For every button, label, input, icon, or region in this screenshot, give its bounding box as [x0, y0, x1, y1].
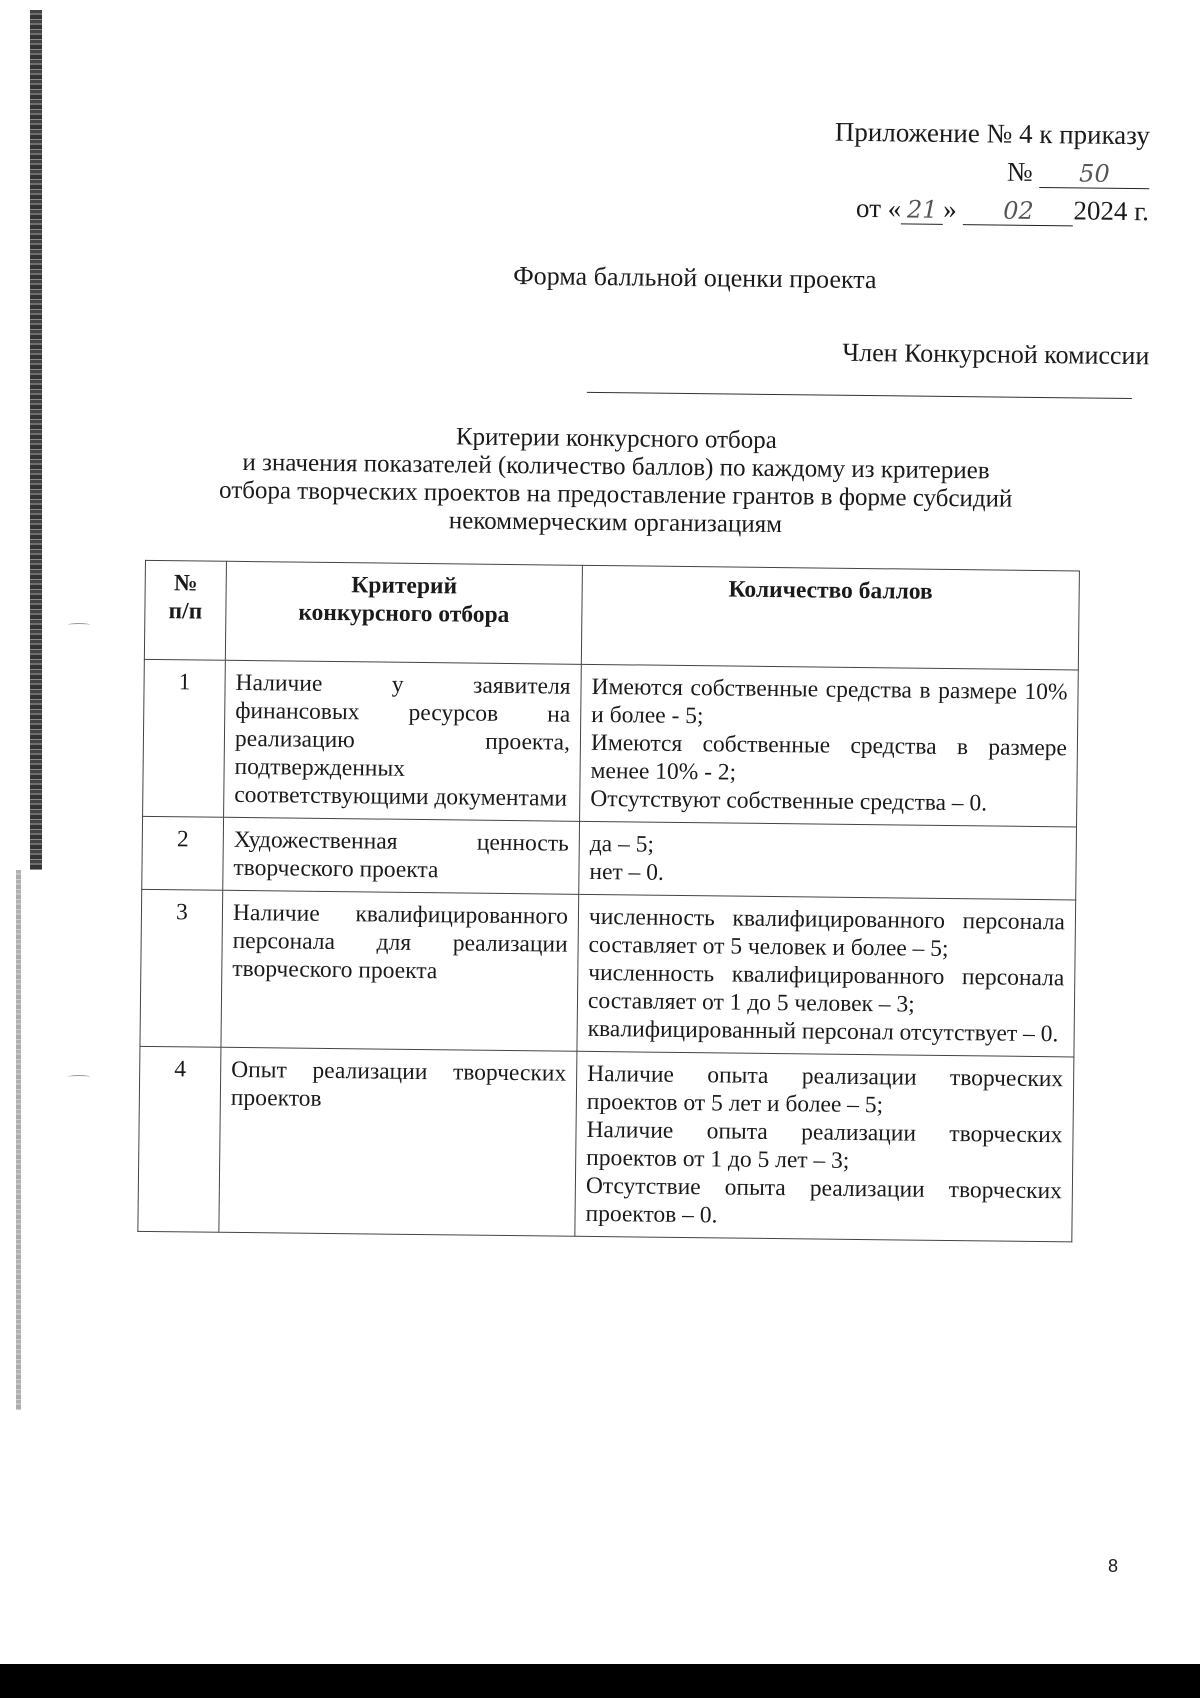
- date-day: 21: [901, 195, 943, 224]
- criteria-title-line: Критерии конкурсного отбора: [455, 423, 777, 455]
- score-option: квалифицированный персонал отсутствует – 0.: [587, 1015, 1059, 1048]
- row-scores: [577, 894, 1076, 1057]
- score-option: Наличие опыта реализации творческих проектов от 5 лет и более – 5;: [586, 1060, 1064, 1119]
- header-score: Количество баллов: [581, 565, 1079, 670]
- criteria-title: [180, 420, 1051, 542]
- score-option: нет – 0.: [589, 858, 665, 886]
- score-option: численность квалифицированного персонала составляет от 1 до 5 человек – 3;: [587, 959, 1065, 1018]
- table-row: [143, 659, 1079, 827]
- score-option: Имеются собственные средства в размере менее 10% - 2;: [590, 729, 1068, 786]
- score-option: Наличие опыта реализации творческих проектов от 1 до 5 лет – 3;: [586, 1116, 1063, 1174]
- appendix-title: Приложение № 4 к приказу: [834, 116, 1151, 151]
- row-num: 3: [140, 889, 223, 1047]
- row-criterion: Наличие квалифицированного персонала для реализации творческого проекта: [221, 890, 579, 1051]
- header-num: [144, 560, 226, 660]
- score-option: Отсутствие опыта реализации творческих проектов – 0.: [585, 1172, 1063, 1229]
- date-month: 02: [963, 196, 1073, 226]
- header-criterion-line: Критерий: [351, 572, 458, 600]
- row-scores: [575, 1051, 1074, 1242]
- date-prefix: от «: [855, 192, 902, 224]
- score-option: да – 5;: [589, 830, 655, 858]
- order-number: 50: [1039, 159, 1149, 189]
- row-num: 2: [142, 816, 224, 890]
- score-option: численность квалифицированного персонала составляет от 5 человек и более – 5;: [588, 903, 1066, 963]
- date-quote-close: »: [943, 193, 957, 225]
- table-row: [138, 1046, 1074, 1242]
- page-number: 8: [1108, 1556, 1119, 1576]
- row-num: 1: [143, 659, 226, 817]
- row-criterion: Художественная ценность творческого проекта: [223, 817, 580, 894]
- criteria-title-line: отбора творческих проектов на предоставление грантов в форме субсидий: [218, 476, 1013, 513]
- commission-member-label: Член Конкурсной комиссии: [842, 337, 1150, 371]
- order-number-line: [834, 151, 1149, 193]
- row-scores: [580, 664, 1079, 827]
- header-criterion: [225, 561, 582, 664]
- date-year: 2024 г.: [1073, 195, 1150, 227]
- number-prefix: №: [1006, 156, 1033, 187]
- row-criterion: Наличие у заявителя финансовых ресурсов на реализацию проекта, подтвержденных соответствующими документами: [224, 660, 582, 821]
- criteria-title-line: и значения показателей (количество баллов) по каждому из критериев: [242, 448, 990, 485]
- row-num: 4: [138, 1046, 221, 1232]
- form-title: Форма балльной оценки проекта: [513, 261, 877, 295]
- header-num-line: п/п: [168, 598, 203, 625]
- score-option: Имеются собственные средства в размере 10% и более - 5;: [591, 673, 1068, 730]
- appendix-block: [834, 113, 1150, 231]
- header-criterion-line: конкурсного отбора: [298, 599, 510, 629]
- table-header-row: [144, 560, 1079, 670]
- criteria-title-line: некоммерческим организациям: [448, 507, 783, 539]
- scan-bottom-border: [0, 1664, 1200, 1698]
- row-criterion: Опыт реализации творческих проектов: [219, 1047, 577, 1236]
- order-date-line: [834, 189, 1149, 231]
- header-num-line: №: [173, 570, 198, 597]
- table-row: [142, 816, 1077, 900]
- row-scores: [579, 821, 1077, 900]
- score-option: Отсутствуют собственные средства – 0.: [590, 785, 988, 817]
- signature-line: [587, 392, 1132, 399]
- table-row: [140, 889, 1076, 1057]
- criteria-table: [137, 560, 1080, 1243]
